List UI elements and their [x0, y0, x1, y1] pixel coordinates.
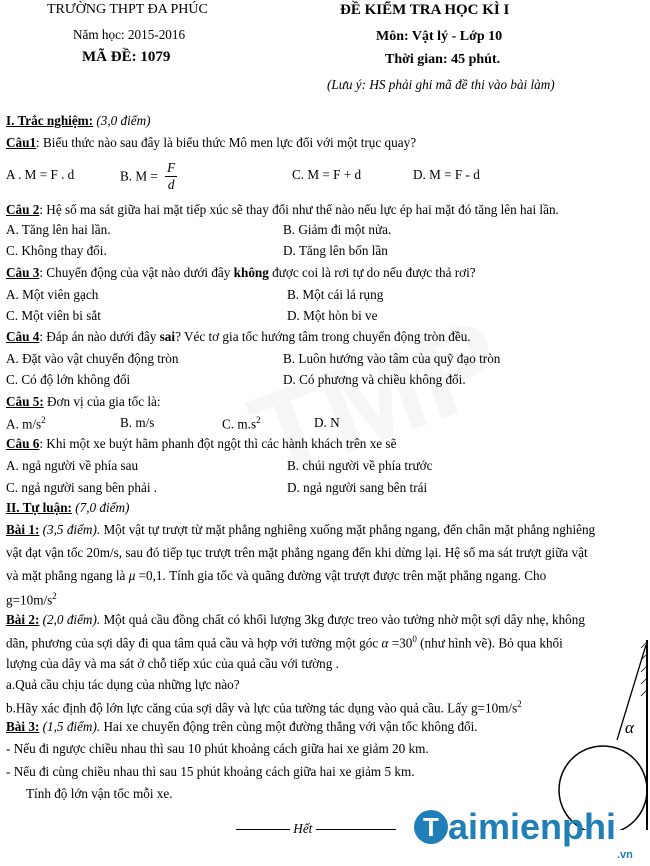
q1-option-b: B. M = $\frac{F}{d}$: [120, 160, 176, 192]
q3-option-b: B. Một cái lá rụng: [287, 287, 384, 302]
q6-option-b: B. chúi người về phía trước: [287, 458, 433, 473]
problem-1-line-3: và mặt phẳng ngang là μ =0,1. Tính gia tốc và quãng đường vật trượt được trên mặt phẳng ngang. Cho: [6, 568, 547, 583]
problem-1-line-2: vật đạt vận tốc 20m/s, sau đó tiếp tục trượt trên mặt phẳng ngang đến khi dừng lại. Hệ số ma sát trượt giữa vật: [6, 545, 588, 560]
q2-option-a: A. Tăng lên hai lần.: [6, 222, 111, 237]
problem-3-line-1: Bài 3: (1,5 điểm). Hai xe chuyển động trên cùng một đường thẳng với vận tốc không đổi.: [6, 719, 478, 734]
q4-option-d: D. Có phương và chiều không đổi.: [283, 372, 466, 387]
logo-t-icon: T: [414, 810, 448, 844]
q5-option-b: B. m/s: [120, 415, 155, 430]
exam-time: Thời gian: 45 phút.: [385, 52, 501, 67]
problem-1-line-1: Bài 1: (3,5 điểm). Một vật tự trượt từ mặt phẳng nghiêng xuống mặt phẳng ngang, đến chân mặt phẳng nghiêng: [6, 522, 596, 537]
exam-title: ĐỀ KIỂM TRA HỌC KÌ I: [340, 2, 510, 18]
taimienphi-logo: T aimienphi: [414, 806, 616, 848]
school-name: TRƯỜNG THPT ĐA PHÚC: [47, 2, 208, 17]
q4-option-a: A. Đặt vào vật chuyển động tròn: [6, 351, 179, 366]
problem-3-case-2: - Nếu đi cùng chiều nhau thì sau 15 phút khoảng cách giữa hai xe giảm 5 km.: [6, 764, 415, 779]
q1-option-a: A . M = F . d: [6, 167, 75, 182]
question-6: Câu 6: Khi một xe buýt hãm phanh đột ngột thì các hành khách trên xe sẽ: [6, 436, 397, 451]
q3-option-d: D. Một hòn bi ve: [287, 308, 378, 323]
q3-option-a: A. Một viên gạch: [6, 287, 99, 302]
problem-2-part-a: a.Quả cầu chịu tác dụng của những lực nào?: [6, 677, 240, 692]
fraction-f-over-d: $\frac{F}{d}$: [167, 160, 176, 192]
question-1: Câu1: Biểu thức nào sau đây là biểu thức Mô men lực đối với một trục quay?: [6, 135, 417, 150]
q1-option-d: D. M = F - d: [413, 167, 480, 182]
logo-domain: .vn: [617, 849, 633, 861]
q4-option-c: C. Có độ lớn không đổi: [6, 372, 131, 387]
q4-option-b: B. Luôn hướng vào tâm của quỹ đạo tròn: [283, 351, 501, 366]
part1-heading: I. Trắc nghiệm: (3,0 điểm): [6, 113, 151, 128]
q6-option-c: C. ngả người sang bên phải .: [6, 480, 158, 495]
subject: Môn: Vật lý - Lớp 10: [376, 29, 503, 44]
exam-code: MÃ ĐỀ: 1079: [82, 49, 171, 65]
q5-option-c: C. $m.s^2$: [222, 415, 261, 432]
school-year: Năm học: 2015-2016: [73, 27, 186, 42]
q2-option-b: B. Giảm đi một nửa.: [283, 222, 392, 237]
question-4: Câu 4: Đáp án nào dưới đây sai? Véc tơ gia tốc hướng tâm trong chuyển động tròn đều.: [6, 329, 471, 344]
q3-option-c: C. Một viên bi sắt: [6, 308, 101, 323]
q1-option-c: C. M = F + d: [292, 167, 362, 182]
part2-heading: II. Tự luận: (7,0 điểm): [6, 500, 130, 515]
q5-option-d: D. N: [314, 415, 340, 430]
sphere-on-wall-figure: [555, 640, 650, 830]
question-2: Câu 2: Hệ số ma sát giữa hai mặt tiếp xúc sẽ thay đổi như thế nào nếu lực ép hai mặt đó tăng lên hai lần.: [6, 202, 559, 217]
q6-option-d: D. ngả người sang bên trái: [287, 480, 428, 495]
q5-option-a: A. $m/s^2$: [6, 415, 46, 432]
problem-3-question: Tính độ lớn vận tốc mỗi xe.: [26, 786, 173, 801]
q2-option-c: C. Không thay đổi.: [6, 243, 107, 258]
question-3: Câu 3: Chuyển động của vật nào dưới đây không được coi là rơi tự do nếu được thả rơi?: [6, 265, 476, 280]
problem-2-line-1: Bài 2: (2,0 điểm). Một quả cầu đồng chất có khối lượng 3kg được treo vào tường nhờ một sợi dây nhẹ, không: [6, 612, 585, 627]
q2-option-d: D. Tăng lên bốn lần: [283, 243, 388, 258]
problem-1-line-4: $g=10m/s^2$: [6, 591, 57, 608]
problem-2-line-3: lượng của dây và ma sát ở chỗ tiếp xúc của quả cầu với tường .: [6, 656, 339, 671]
problem-2-part-b: b.Hãy xác định độ lớn lực căng của sợi dây và lực của tường tác dụng vào quả cầu. Lấy $g=10m/s^2$: [6, 699, 522, 716]
exam-note: (Lưu ý: HS phải ghi mã đề thi vào bài làm): [327, 77, 555, 92]
problem-3-case-1: - Nếu đi ngược chiều nhau thì sau 10 phút khoảng cách giữa hai xe giảm 20 km.: [6, 741, 429, 756]
problem-2-line-2: dãn, phương của sợi dây đi qua tâm quả cầu và hợp với tường một góc $\alpha =30^0$ (như hình vẽ). Bỏ qua khối: [6, 634, 563, 651]
end-marker: Hết: [236, 821, 396, 837]
question-5: Câu 5: Đơn vị của gia tốc là:: [6, 394, 161, 409]
angle-label: α: [625, 718, 634, 737]
q6-option-a: A. ngả người về phía sau: [6, 458, 139, 473]
